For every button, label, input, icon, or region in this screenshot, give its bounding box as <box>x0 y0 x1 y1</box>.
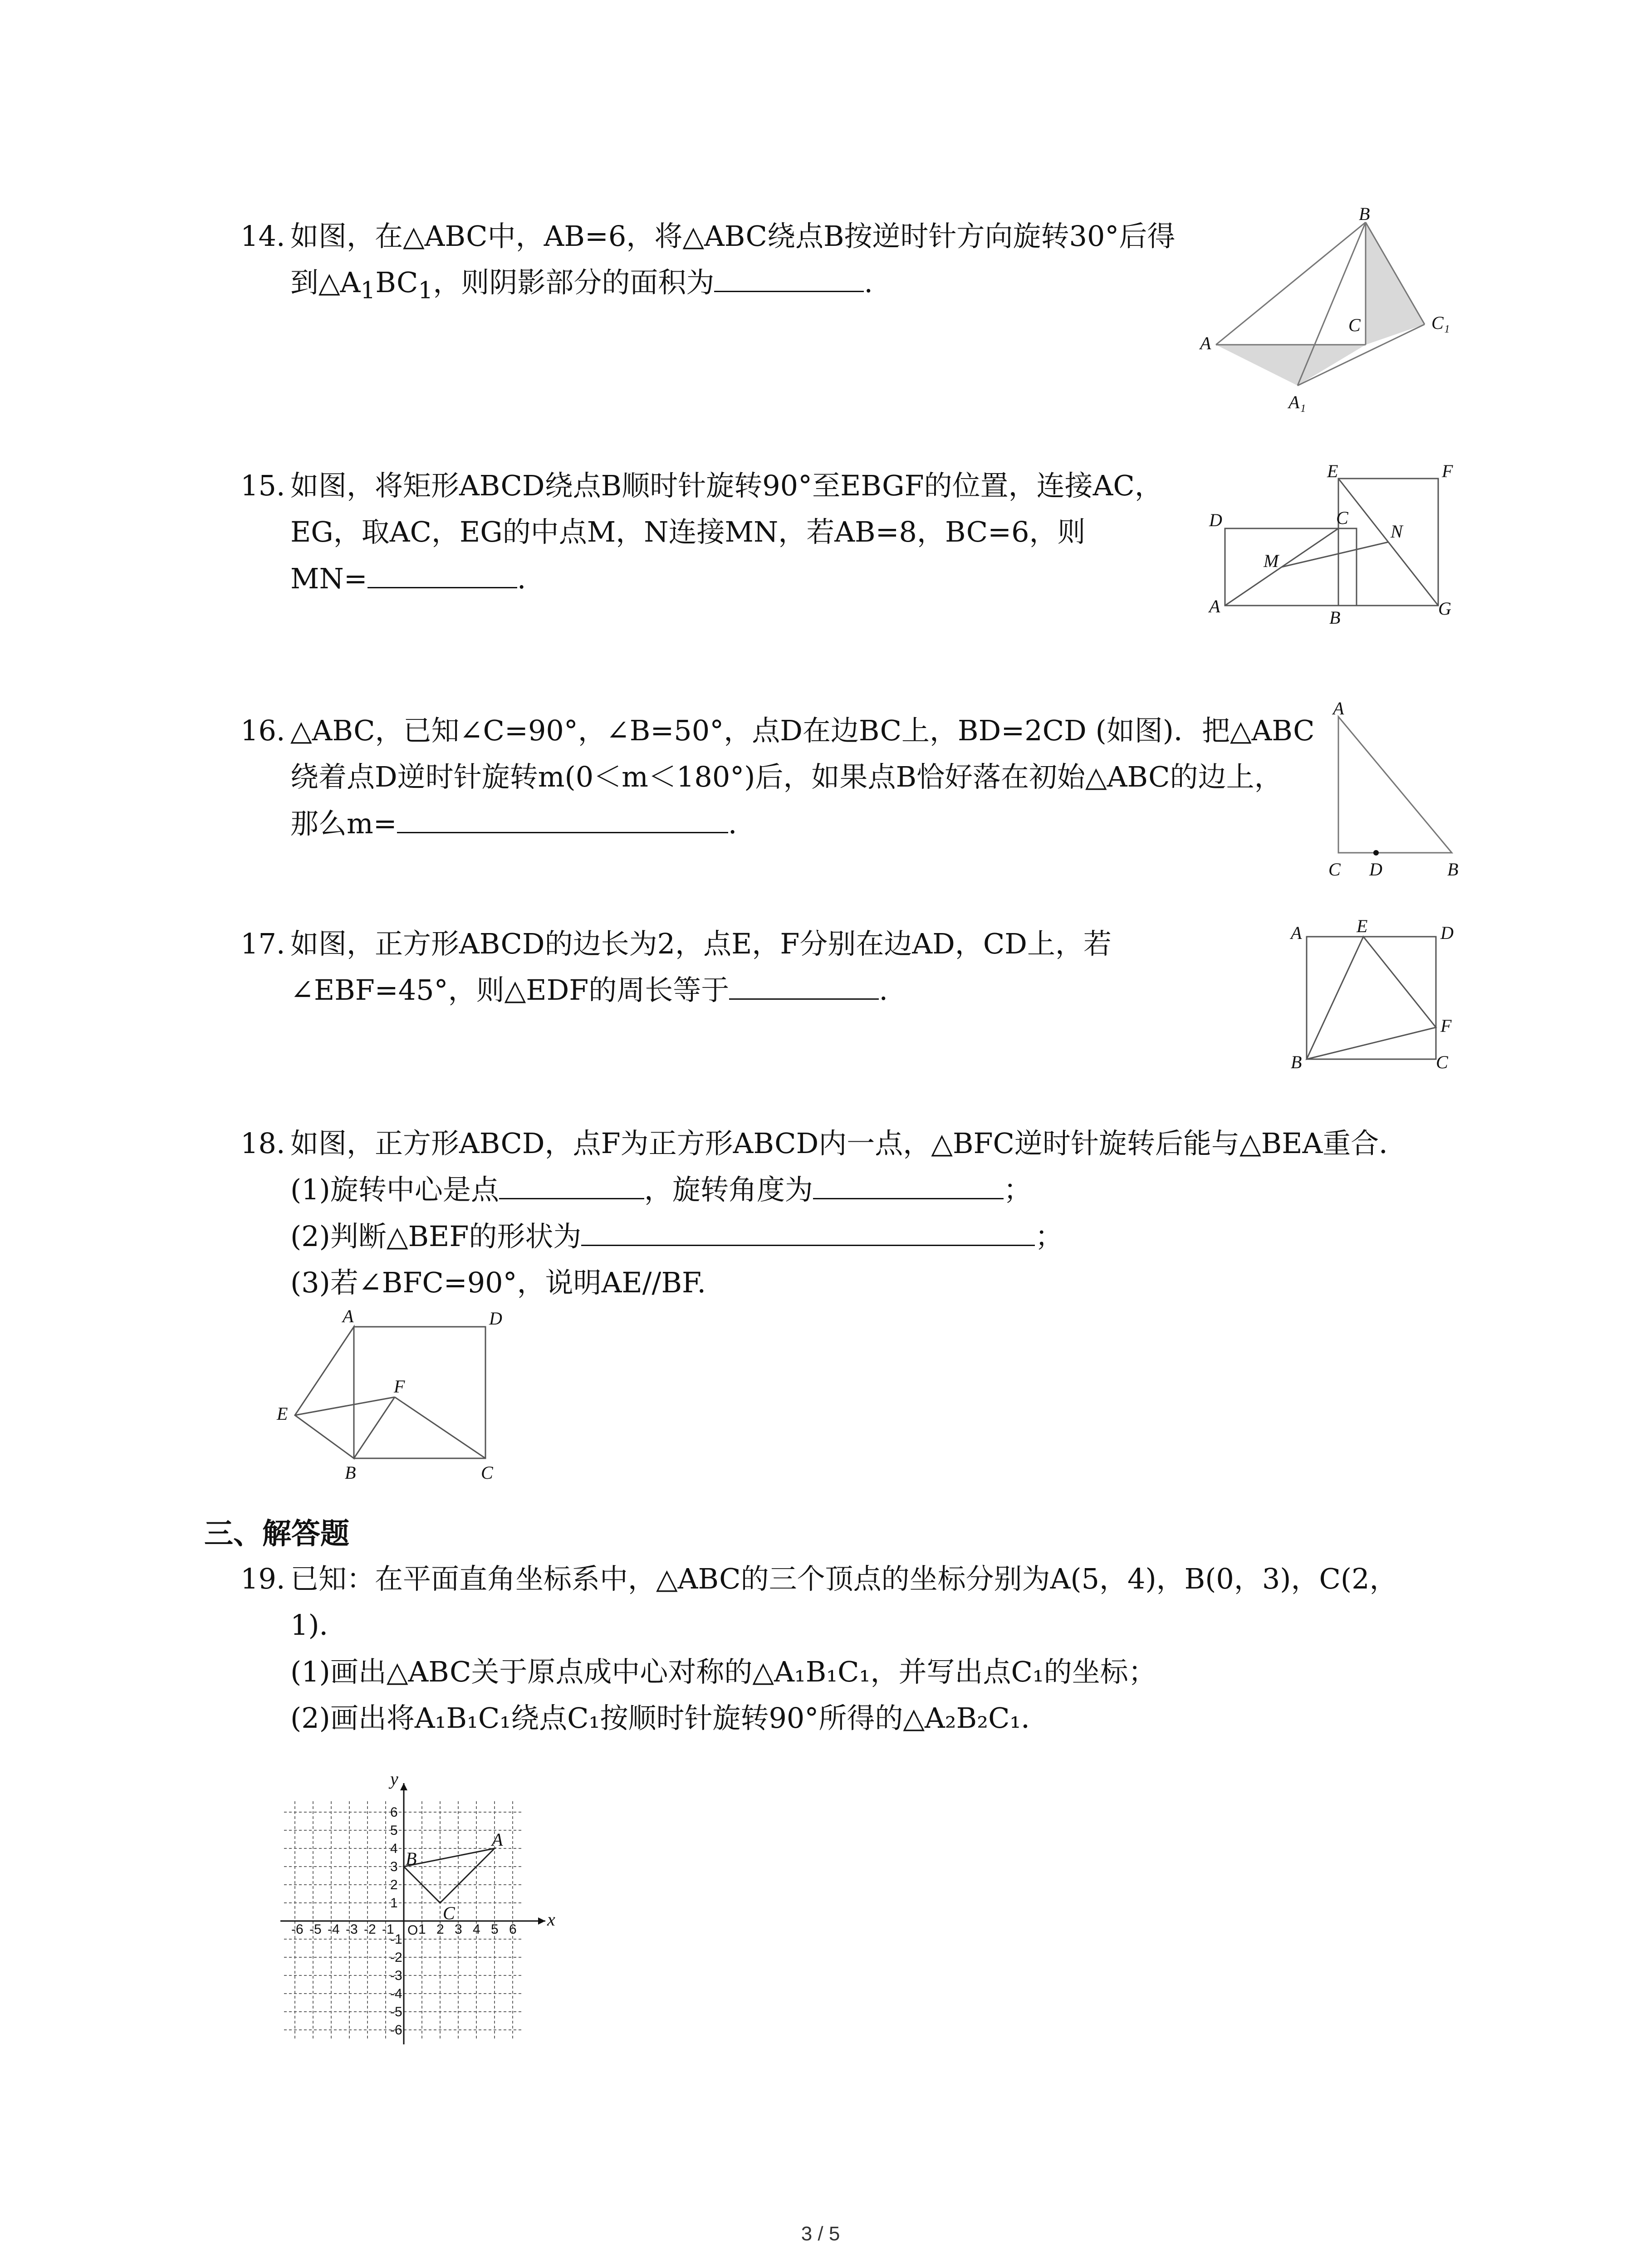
page-number: 3 / 5 <box>801 2223 840 2245</box>
label-C1: C₁ <box>1431 313 1450 333</box>
label-B: B <box>345 1462 356 1483</box>
question-text-2b: BC <box>375 266 418 299</box>
y-tick-label: -2 <box>390 1950 402 1965</box>
x-tick-label: 5 <box>491 1922 499 1937</box>
question-text: 如图，正方形ABCD，点F为正方形ABCD内一点，△BFC逆时针旋转后能与△BEA重合． <box>290 1127 1407 1160</box>
y-tick-label: -6 <box>390 2023 402 2038</box>
subscript: 1 <box>418 277 433 304</box>
label-G: G <box>1438 598 1451 619</box>
question-19 <box>240 1556 1398 1741</box>
label-C: C <box>443 1903 455 1923</box>
label-M: M <box>1264 551 1279 571</box>
label-N: N <box>1391 521 1403 542</box>
answer-blank[interactable] <box>397 807 728 833</box>
x-tick-label: -6 <box>291 1922 304 1937</box>
question-18 <box>240 1120 1407 1306</box>
y-tick-label: -4 <box>390 1986 402 2001</box>
y-tick-label: 5 <box>390 1823 398 1838</box>
axis-label-x: x <box>547 1909 555 1930</box>
part-2-end: ； <box>1035 1219 1063 1253</box>
question-text-3: 那么m= <box>290 807 397 840</box>
label-A: A <box>1333 698 1344 719</box>
label-B: B <box>406 1848 417 1869</box>
question-text-2: EG，取AC，EG的中点M，N连接MN，若AB=8，BC=6，则 <box>290 515 1086 549</box>
part-1-end: ； <box>1003 1173 1032 1207</box>
part-3-text: (3)若∠BFC=90°，说明AE//BF. <box>290 1266 706 1299</box>
y-tick-label: 4 <box>390 1841 398 1856</box>
x-tick-label: 2 <box>436 1922 444 1937</box>
y-tick-label: 3 <box>390 1859 398 1874</box>
answer-blank[interactable] <box>714 265 864 292</box>
question-number: 18. <box>240 1127 285 1160</box>
label-F: F <box>1440 1016 1452 1036</box>
label-B: B <box>1447 859 1459 880</box>
y-tick-label: -1 <box>390 1932 402 1947</box>
label-B: B <box>1329 607 1341 628</box>
question-number: 16. <box>240 714 285 747</box>
origin-label: O <box>407 1923 418 1938</box>
y-tick-label: 6 <box>390 1805 398 1820</box>
question-17 <box>240 921 1112 1014</box>
label-D: D <box>1440 923 1454 943</box>
label-E: E <box>277 1403 288 1424</box>
y-tick-label: 2 <box>390 1877 398 1892</box>
question-text-2: 绕着点D逆时针旋转m(0＜m＜180°)后，如果点B恰好落在初始△ABC的边上， <box>290 760 1283 794</box>
label-F: F <box>394 1376 405 1397</box>
label-B: B <box>1291 1052 1302 1072</box>
part-1-text: (1)画出△ABC关于原点成中心对称的△A₁B₁C₁，并写出点C₁的坐标； <box>290 1655 1156 1688</box>
label-C: C <box>1336 508 1348 528</box>
y-tick-label: 1 <box>390 1896 398 1911</box>
y-tick-label: -5 <box>390 2004 402 2019</box>
label-C: C <box>1328 859 1341 880</box>
x-tick-label: -2 <box>364 1922 376 1937</box>
question-text: △ABC，已知∠C=90°，∠B=50°，点D在边BC上，BD=2CD (如图)．把△ABC <box>290 714 1315 747</box>
question-text: 如图，在△ABC中，AB=6，将△ABC绕点B按逆时针方向旋转30°后得 <box>290 220 1176 253</box>
question-text-2: ∠EBF=45°，则△EDF的周长等于 <box>290 973 730 1007</box>
triangle-ABC <box>404 1848 495 1903</box>
label-B: B <box>1359 204 1370 224</box>
period: . <box>879 973 888 1007</box>
question-number: 14. <box>240 220 285 253</box>
answer-blank-center[interactable] <box>499 1173 644 1199</box>
answer-blank[interactable] <box>367 562 517 588</box>
period: . <box>517 562 526 595</box>
label-A: A <box>1200 333 1211 353</box>
x-tick-label: 3 <box>455 1922 462 1937</box>
x-axis-arrow <box>538 1917 545 1925</box>
figure-17 <box>1284 912 1456 1081</box>
figure-14 <box>1198 204 1452 424</box>
y-tick-label: -3 <box>390 1968 402 1983</box>
label-E: E <box>1327 461 1338 481</box>
x-tick-label: -3 <box>346 1922 358 1937</box>
question-text: 已知：在平面直角坐标系中，△ABC的三个顶点的坐标分别为A(5，4)，B(0，3)，C(2， <box>290 1562 1398 1595</box>
figure-19-coordinate-grid <box>272 1760 581 2057</box>
question-14 <box>240 213 1175 310</box>
question-number: 15. <box>240 469 285 502</box>
figure-16 <box>1316 699 1461 891</box>
label-D: D <box>1369 859 1382 880</box>
question-text-2: 1)． <box>290 1608 348 1642</box>
question-text: 如图，正方形ABCD的边长为2，点E，F分别在边AD，CD上，若 <box>290 927 1112 960</box>
x-tick-label: 4 <box>473 1922 480 1937</box>
answer-blank-angle[interactable] <box>813 1173 1004 1199</box>
part-2-text: (2)画出将A₁B₁C₁绕点C₁按顺时针旋转90°所得的△A₂B₂C₁． <box>290 1701 1049 1735</box>
label-A: A <box>492 1829 503 1850</box>
part-1-text: (1)旋转中心是点 <box>290 1173 499 1207</box>
part-1-text-b: ，旋转角度为 <box>644 1173 813 1207</box>
label-C: C <box>481 1462 493 1483</box>
subscript: 1 <box>360 277 376 304</box>
label-D: D <box>1209 510 1222 530</box>
y-axis-arrow <box>400 1783 407 1790</box>
label-E: E <box>1357 916 1368 936</box>
question-16 <box>240 708 1315 847</box>
x-tick-label: -5 <box>309 1922 322 1937</box>
label-C: C <box>1436 1052 1448 1072</box>
question-15 <box>240 463 1163 602</box>
answer-blank-shape[interactable] <box>581 1219 1035 1246</box>
label-A: A <box>1291 923 1302 943</box>
figure-15 <box>1198 458 1452 637</box>
part-2-text: (2)判断△BEF的形状为 <box>290 1219 582 1253</box>
question-number: 17. <box>240 927 285 960</box>
label-A1: A₁ <box>1288 392 1306 412</box>
x-tick-label: -1 <box>382 1922 394 1937</box>
label-C: C <box>1348 315 1361 335</box>
label-F: F <box>1442 461 1453 481</box>
label-A: A <box>1209 596 1220 616</box>
period: . <box>864 266 873 299</box>
question-text: 如图，将矩形ABCD绕点B顺时针旋转90°至EBGF的位置，连接AC， <box>290 469 1163 502</box>
x-tick-label: -4 <box>328 1922 340 1937</box>
figure-18 <box>272 1306 508 1499</box>
axis-label-y: y <box>390 1769 398 1789</box>
question-text-3: MN= <box>290 562 367 595</box>
question-text-2c: ，则阴影部分的面积为 <box>433 266 715 299</box>
question-text-2a: 到△A <box>290 266 361 299</box>
period: . <box>728 807 737 840</box>
label-D: D <box>489 1308 502 1329</box>
label-A: A <box>343 1306 354 1326</box>
question-number: 19. <box>240 1562 285 1595</box>
section-heading: 三、解答题 <box>204 1517 349 1551</box>
x-tick-label: 1 <box>418 1922 426 1937</box>
answer-blank[interactable] <box>729 973 879 1000</box>
x-tick-label: 6 <box>509 1922 517 1937</box>
